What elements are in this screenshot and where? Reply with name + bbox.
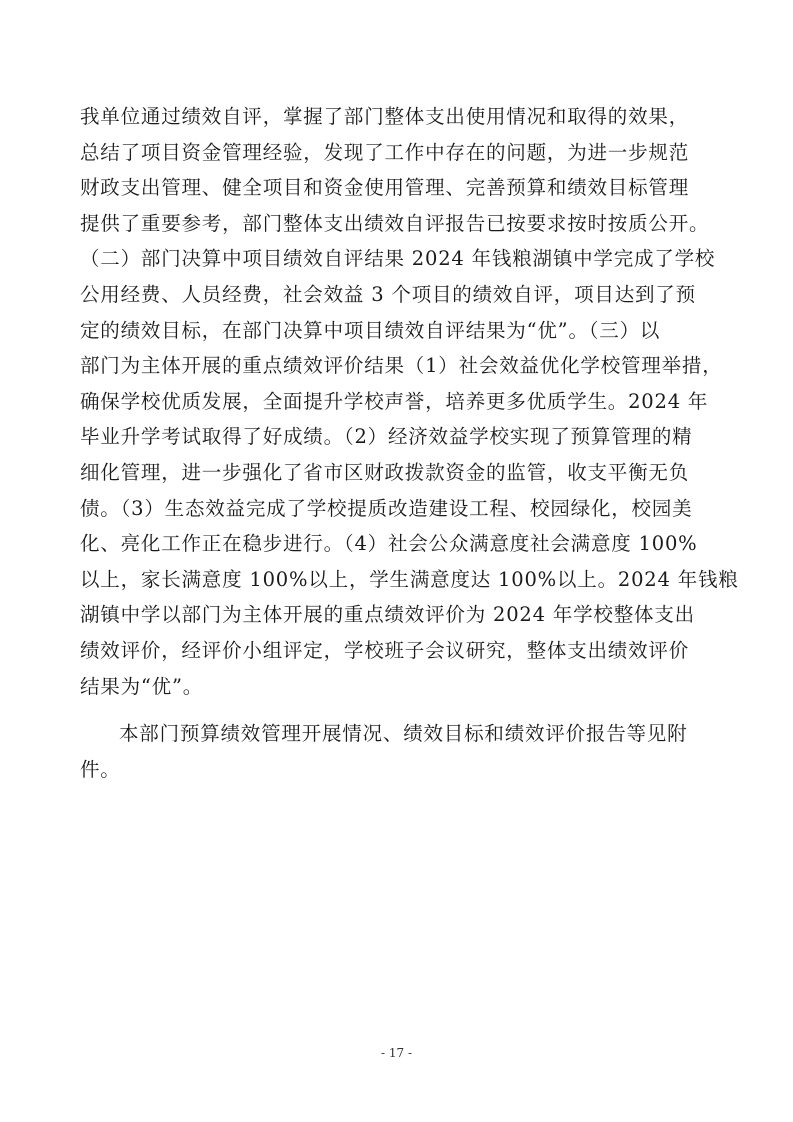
- text-line: 结果为“优”。: [80, 674, 204, 698]
- text-line: 件。: [80, 757, 121, 781]
- text-line: 确保学校优质发展，全面提升学校声誉，培养更多优质学生。2024 年: [80, 389, 709, 413]
- text-line: 财政支出管理、健全项目和资金使用管理、完善预算和绩效目标管理: [80, 176, 690, 200]
- text-line: 绩效评价，经评价小组评定，学校班子会议研究，整体支出绩效评价: [80, 638, 690, 662]
- page-number: - 17 -: [380, 1046, 412, 1060]
- text-line: 细化管理，进一步强化了省市区财政拨款资金的监管，收支平衡无负: [80, 460, 690, 484]
- text-line: 公用经费、人员经费，社会效益 3 个项目的绩效自评，项目达到了预: [80, 282, 696, 306]
- text-line: 部门为主体开展的重点绩效评价结果（1）社会效益优化学校管理举措，: [80, 354, 723, 378]
- text-line: 化、亮化工作正在稳步进行。（4）社会公众满意度社会满意度 100%: [80, 532, 698, 556]
- text-line: 以上，家长满意度 100%以上，学生满意度达 100%以上。2024 年钱粮: [80, 567, 739, 591]
- text-line: （二）部门决算中项目绩效自评结果 2024 年钱粮湖镇中学完成了学校: [80, 247, 716, 271]
- text-line: 毕业升学考试取得了好成绩。（2）经济效益学校实现了预算管理的精: [80, 425, 693, 449]
- text-line: 提供了重要参考，部门整体支出绩效自评报告已按要求按时按质公开。: [80, 211, 710, 235]
- text-line: 总结了项目资金管理经验，发现了工作中存在的问题，为进一步规范: [80, 140, 690, 164]
- text-line: 定的绩效目标，在部门决算中项目绩效自评结果为“优”。（三）以: [80, 318, 661, 342]
- document-body: [80, 99, 739, 787]
- text-line: 本部门预算绩效管理开展情况、绩效目标和绩效评价报告等见附: [119, 722, 688, 746]
- text-line: 湖镇中学以部门为主体开展的重点绩效评价为 2024 年学校整体支出: [80, 603, 695, 627]
- text-line: 我单位通过绩效自评，掌握了部门整体支出使用情况和取得的效果，: [80, 105, 690, 128]
- text-line: 债。（3）生态效益完成了学校提质改造建设工程、校园绿化，校园美: [80, 496, 693, 520]
- paragraph-gap: [80, 704, 720, 716]
